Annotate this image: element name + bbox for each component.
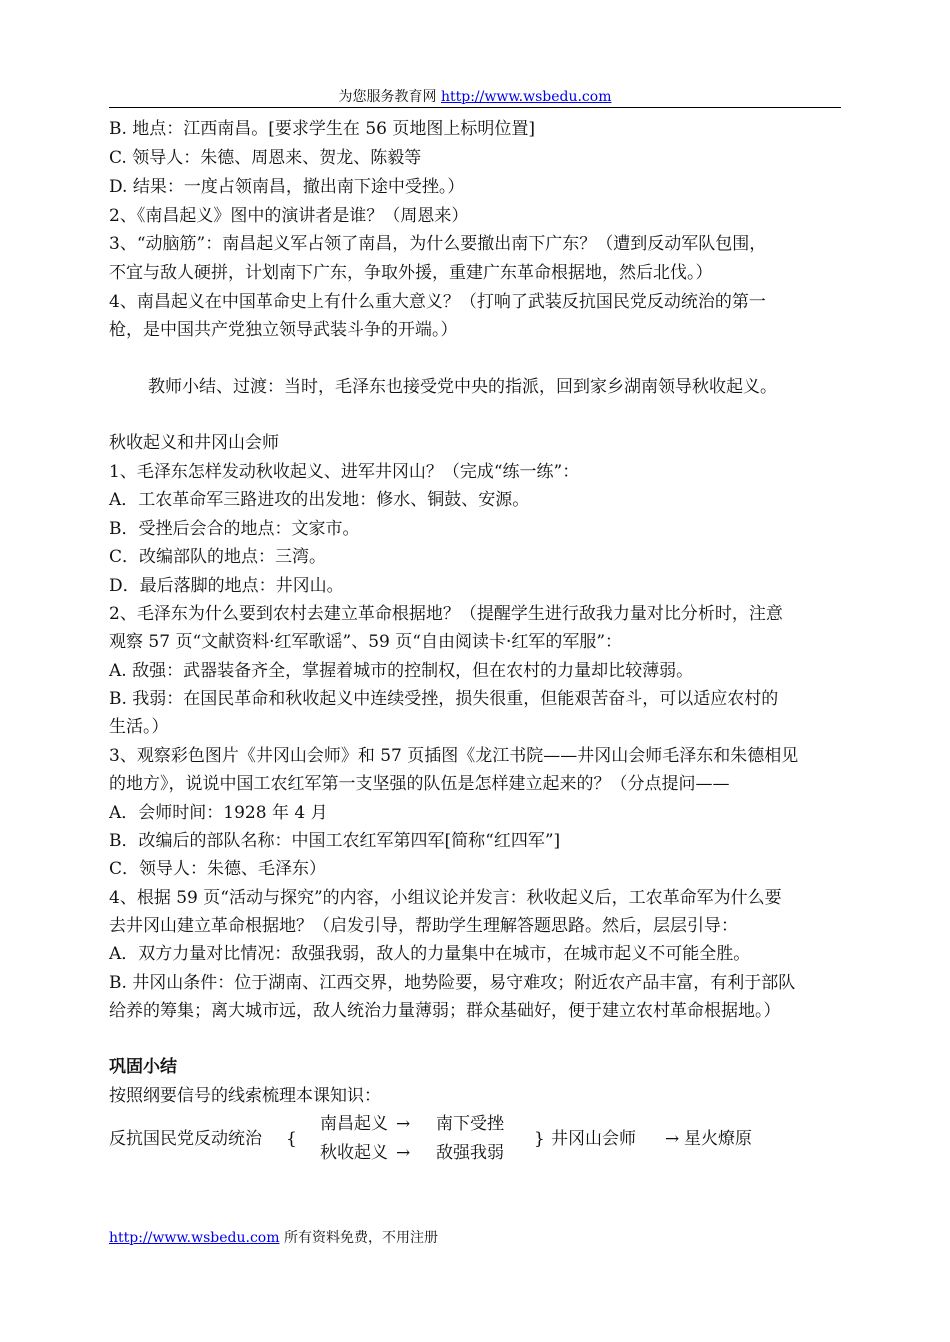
text-line: B．受挫后会合的地点：文家市。	[109, 519, 360, 539]
outline-final: 星火燎原	[684, 1129, 752, 1149]
text-line: 枪，是中国共产党独立领导武装斗争的开端。）	[109, 320, 458, 340]
text-line: B. 井冈山条件：位于湖南、江西交界，地势险要，易守难攻；附近农产品丰富，有利于部队	[109, 973, 796, 993]
text-line: 的地方》，说说中国工农红军第一支坚强的队伍是怎样建立起来的？（分点提问——	[109, 774, 730, 794]
outline-result-nanchang: 南下受挫	[436, 1114, 504, 1134]
page-footer	[109, 1229, 438, 1247]
arrow-icon: →	[396, 1114, 411, 1134]
text-line: D．最后落脚的地点：井冈山。	[109, 576, 344, 596]
text-line: 3、“动脑筋”：南昌起义军占领了南昌，为什么要撤出南下广东？（遭到反动军队包围，	[109, 234, 767, 254]
text-line: A. 敌强：武器装备齐全，掌握着城市的控制权，但在农村的力量却比较薄弱。	[109, 661, 694, 681]
outline-root: 反抗国民党反动统治	[109, 1129, 262, 1149]
outline-open-brace: {	[286, 1129, 297, 1149]
text-line: A．工农革命军三路进攻的出发地：修水、铜鼓、安源。	[109, 490, 530, 510]
text-line: B．改编后的部队名称：中国工农红军第四军[简称“红四军”]	[109, 831, 561, 851]
text-line: 2、《南昌起义》图中的演讲者是谁？（周恩来）	[109, 206, 469, 226]
header-divider	[109, 107, 841, 108]
text-line: 3、观察彩色图片《井冈山会师》和 57 页插图《龙江书院——井冈山会师毛泽东和朱德相见	[109, 746, 799, 766]
text-line: 1、毛泽东怎样发动秋收起义、进军井冈山？（完成“练一练”：	[109, 462, 580, 482]
text-line: A．双方力量对比情况：敌强我弱，敌人的力量集中在城市，在城市起义不可能全胜。	[109, 944, 751, 964]
header-site-name: 为您服务教育网	[338, 89, 437, 105]
text-line: 生活。）	[109, 717, 169, 737]
text-line: 不宜与敌人硬拼，计划南下广东，争取外援，重建广东革命根据地，然后北伐。）	[109, 263, 713, 283]
text-line: B. 我弱：在国民革命和秋收起义中连续受挫，损失很重，但能艰苦奋斗，可以适应农村的	[109, 689, 779, 709]
arrow-icon: →	[396, 1143, 411, 1163]
text-line: C. 领导人：朱德、周恩来、贺龙、陈毅等	[109, 148, 422, 168]
text-line: 2、毛泽东为什么要到农村去建立革命根据地？（提醒学生进行敌我力量对比分析时，注意	[109, 604, 783, 624]
outline-close-brace: }	[534, 1129, 545, 1149]
header-link[interactable]: http://www.wsbedu.com	[440, 89, 612, 105]
page-header	[109, 88, 841, 106]
text-line: B. 地点：江西南昌。[要求学生在 56 页地图上标明位置]	[109, 119, 536, 139]
text-line: C．改编部队的地点：三湾。	[109, 547, 327, 567]
footer-link[interactable]: http://www.wsbedu.com	[109, 1230, 280, 1246]
paragraph-transition: 教师小结、过渡：当时，毛泽东也接受党中央的指派，回到家乡湖南领导秋收起义。	[148, 377, 777, 397]
footer-note: 所有资料免费，不用注册	[283, 1230, 438, 1246]
text-line: D. 结果：一度占领南昌，撤出南下途中受挫。）	[109, 177, 465, 197]
text-line: 去井冈山建立革命根据地？（启发引导，帮助学生理解答题思路。然后，层层引导：	[109, 916, 738, 936]
summary-heading: 巩固小结	[109, 1057, 177, 1077]
text-line: 4、南昌起义在中国革命史上有什么重大意义？（打响了武装反抗国民党反动统治的第一	[109, 292, 766, 312]
outline-merge: 井冈山会师	[551, 1129, 636, 1149]
outline-item-qiushou: 秋收起义	[320, 1143, 388, 1163]
outline-result-qiushou: 敌强我弱	[436, 1143, 504, 1163]
outline-item-nanchang: 南昌起义	[320, 1114, 388, 1134]
arrow-icon: →	[665, 1129, 680, 1149]
text-line: C．领导人：朱德、毛泽东）	[109, 859, 327, 879]
text-line: 给养的筹集；离大城市远，敌人统治力量薄弱；群众基础好，便于建立农村革命根据地。）	[109, 1001, 781, 1021]
text-line: A．会师时间：1928 年 4 月	[109, 803, 328, 823]
text-line: 按照纲要信号的线索梳理本课知识：	[109, 1086, 381, 1106]
text-line: 观察 57 页“文献资料·红军歌谣”、59 页“自由阅读卡·红军的军服”：	[109, 632, 623, 652]
section-heading: 秋收起义和井冈山会师	[109, 433, 279, 453]
text-line: 4、根据 59 页“活动与探究”的内容，小组议论并发言：秋收起义后，工农革命军为什么要	[109, 888, 782, 908]
